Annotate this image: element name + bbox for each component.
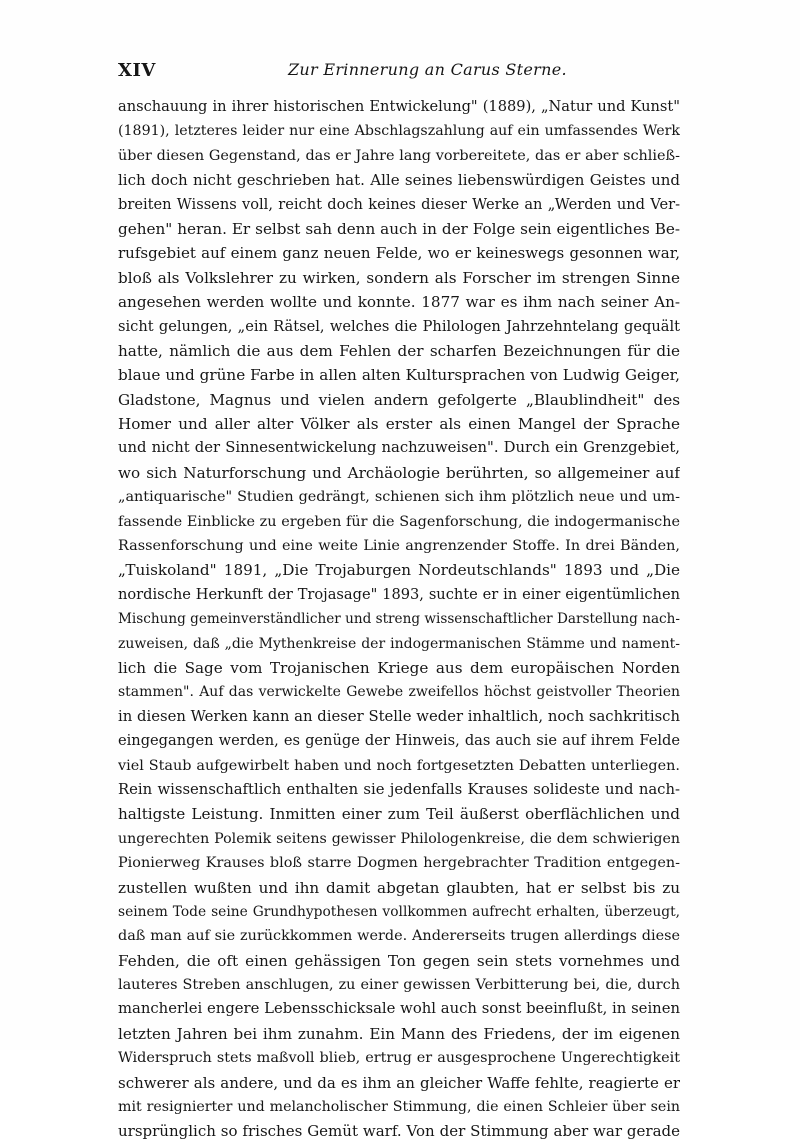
body-text (118, 95, 680, 1144)
text-line: mancherlei engere Lebensschicksale wohl auch sonst beeinflußt, in seinen (118, 1000, 680, 1018)
text-line: mit resignierter und melancholischer Stimmung, die einen Schleier über sein (118, 1099, 680, 1116)
text-line: und nicht der Sinnesentwickelung nachzuweisen". Durch ein Grenzgebiet, (118, 439, 680, 457)
text-line: Widerspruch stets maßvoll blieb, ertrug er ausgesprochene Ungerechtigkeit (118, 1050, 680, 1067)
text-line: Rassenforschung und eine weite Linie angrenzender Stoffe. In drei Bänden, (118, 538, 680, 555)
page-number: XIV (118, 60, 156, 81)
text-line: lauteres Streben anschlugen, zu einer gewissen Verbitterung bei, die, durch (118, 977, 680, 994)
text-line: breiten Wissens voll, reicht doch keines dieser Werke an „Werden und Ver- (118, 195, 680, 213)
text-line: schwerer als andere, und da es ihm an gleicher Waffe fehlte, reagierte er (118, 1073, 680, 1092)
text-line: sicht gelungen, „ein Rätsel, welches die Philologen Jahrzehntelang gequält (118, 317, 680, 335)
running-title: Zur Erinnerung an Carus Sterne. (288, 60, 567, 79)
text-line: zuweisen, daß „die Mythenkreise der indogermanischen Stämme und nament- (118, 635, 680, 652)
text-line: (1891), letzteres leider nur eine Abschlagszahlung auf ein umfassendes Werk (118, 123, 680, 140)
text-line: bloß als Volkslehrer zu wirken, sondern als Forscher im strengen Sinne (118, 268, 680, 287)
text-line: seinem Tode seine Grundhypothesen vollkommen aufrecht erhalten, überzeugt, (118, 903, 680, 920)
text-line: viel Staub aufgewirbelt haben und noch fortgesetzten Debatten unterliegen. (118, 757, 680, 774)
text-line: Rein wissenschaftlich enthalten sie jedenfalls Krauses solideste und nach- (118, 780, 680, 798)
text-line: gehen" heran. Er selbst sah denn auch in der Folge sein eigentliches Be- (118, 219, 680, 238)
text-line: Gladstone, Magnus und vielen andern gefolgerte „Blaublindheit" des (118, 390, 680, 409)
text-line: fassende Einblicke zu ergeben für die Sagenforschung, die indogermanische (118, 513, 680, 530)
text-line: Homer und aller alter Völker als erster als einen Mangel der Sprache (118, 415, 680, 434)
text-line: stammen". Auf das verwickelte Gewebe zweifellos höchst geistvoller Theorien (118, 684, 680, 701)
text-line: nordische Herkunft der Trojasage" 1893, suchte er in einer eigentümlichen (118, 585, 680, 603)
text-line: haltigste Leistung. Inmitten einer zum Teil äußerst oberflächlichen und (118, 805, 680, 824)
text-line: über diesen Gegenstand, das er Jahre lang vorbereitete, das er aber schließ- (118, 147, 680, 164)
text-line: eingegangen werden, es genüge der Hinweis, das auch sie auf ihrem Felde (118, 732, 680, 750)
text-line: lich doch nicht geschrieben hat. Alle seines liebenswürdigen Geistes und (118, 171, 680, 190)
text-line: lich die Sage vom Trojanischen Kriege aus dem europäischen Norden (118, 658, 680, 677)
text-line: hatte, nämlich die aus dem Fehlen der scharfen Bezeichnungen für die (118, 341, 680, 360)
text-line: ungerechten Polemik seitens gewisser Philologenkreise, die dem schwierigen (118, 830, 680, 847)
text-line: angesehen werden wollte und konnte. 1877 war es ihm nach seiner An- (118, 293, 680, 312)
text-line: Fehden, die oft einen gehässigen Ton gegen sein stets vornehmes und (118, 951, 680, 970)
text-line: in diesen Werken kann an dieser Stelle weder inhaltlich, noch sachkritisch (118, 707, 680, 725)
text-line: „antiquarische" Studien gedrängt, schienen sich ihm plötzlich neue und um- (118, 489, 680, 506)
page-header (118, 60, 678, 84)
text-line: blaue und grüne Farbe in allen alten Kultursprachen von Ludwig Geiger, (118, 366, 680, 385)
text-line: zustellen wußten und ihn damit abgetan glaubten, hat er selbst bis zu (118, 878, 680, 897)
text-line: daß man auf sie zurückkommen werde. Andererseits trugen allerdings diese (118, 928, 680, 945)
text-line: letzten Jahren bei ihm zunahm. Ein Mann des Friedens, der im eigenen (118, 1024, 680, 1043)
text-line: anschauung in ihrer historischen Entwickelung" (1889), „Natur und Kunst" (118, 98, 680, 115)
text-line: „Tuiskoland" 1891, „Die Trojaburgen Nordeutschlands" 1893 und „Die (118, 561, 680, 580)
text-line: rufsgebiet auf einem ganz neuen Felde, wo er keineswegs gesonnen war, (118, 244, 680, 263)
text-line: wo sich Naturforschung und Archäologie berührten, so allgemeiner auf (118, 463, 680, 482)
text-line: Pionierweg Krauses bloß starre Dogmen hergebrachter Tradition entgegen- (118, 855, 680, 872)
text-line: Mischung gemeinverständlicher und streng wissenschaftlicher Darstellung nach- (118, 611, 680, 628)
text-line: ursprünglich so frisches Gemüt warf. Von der Stimmung aber war gerade (118, 1122, 680, 1141)
